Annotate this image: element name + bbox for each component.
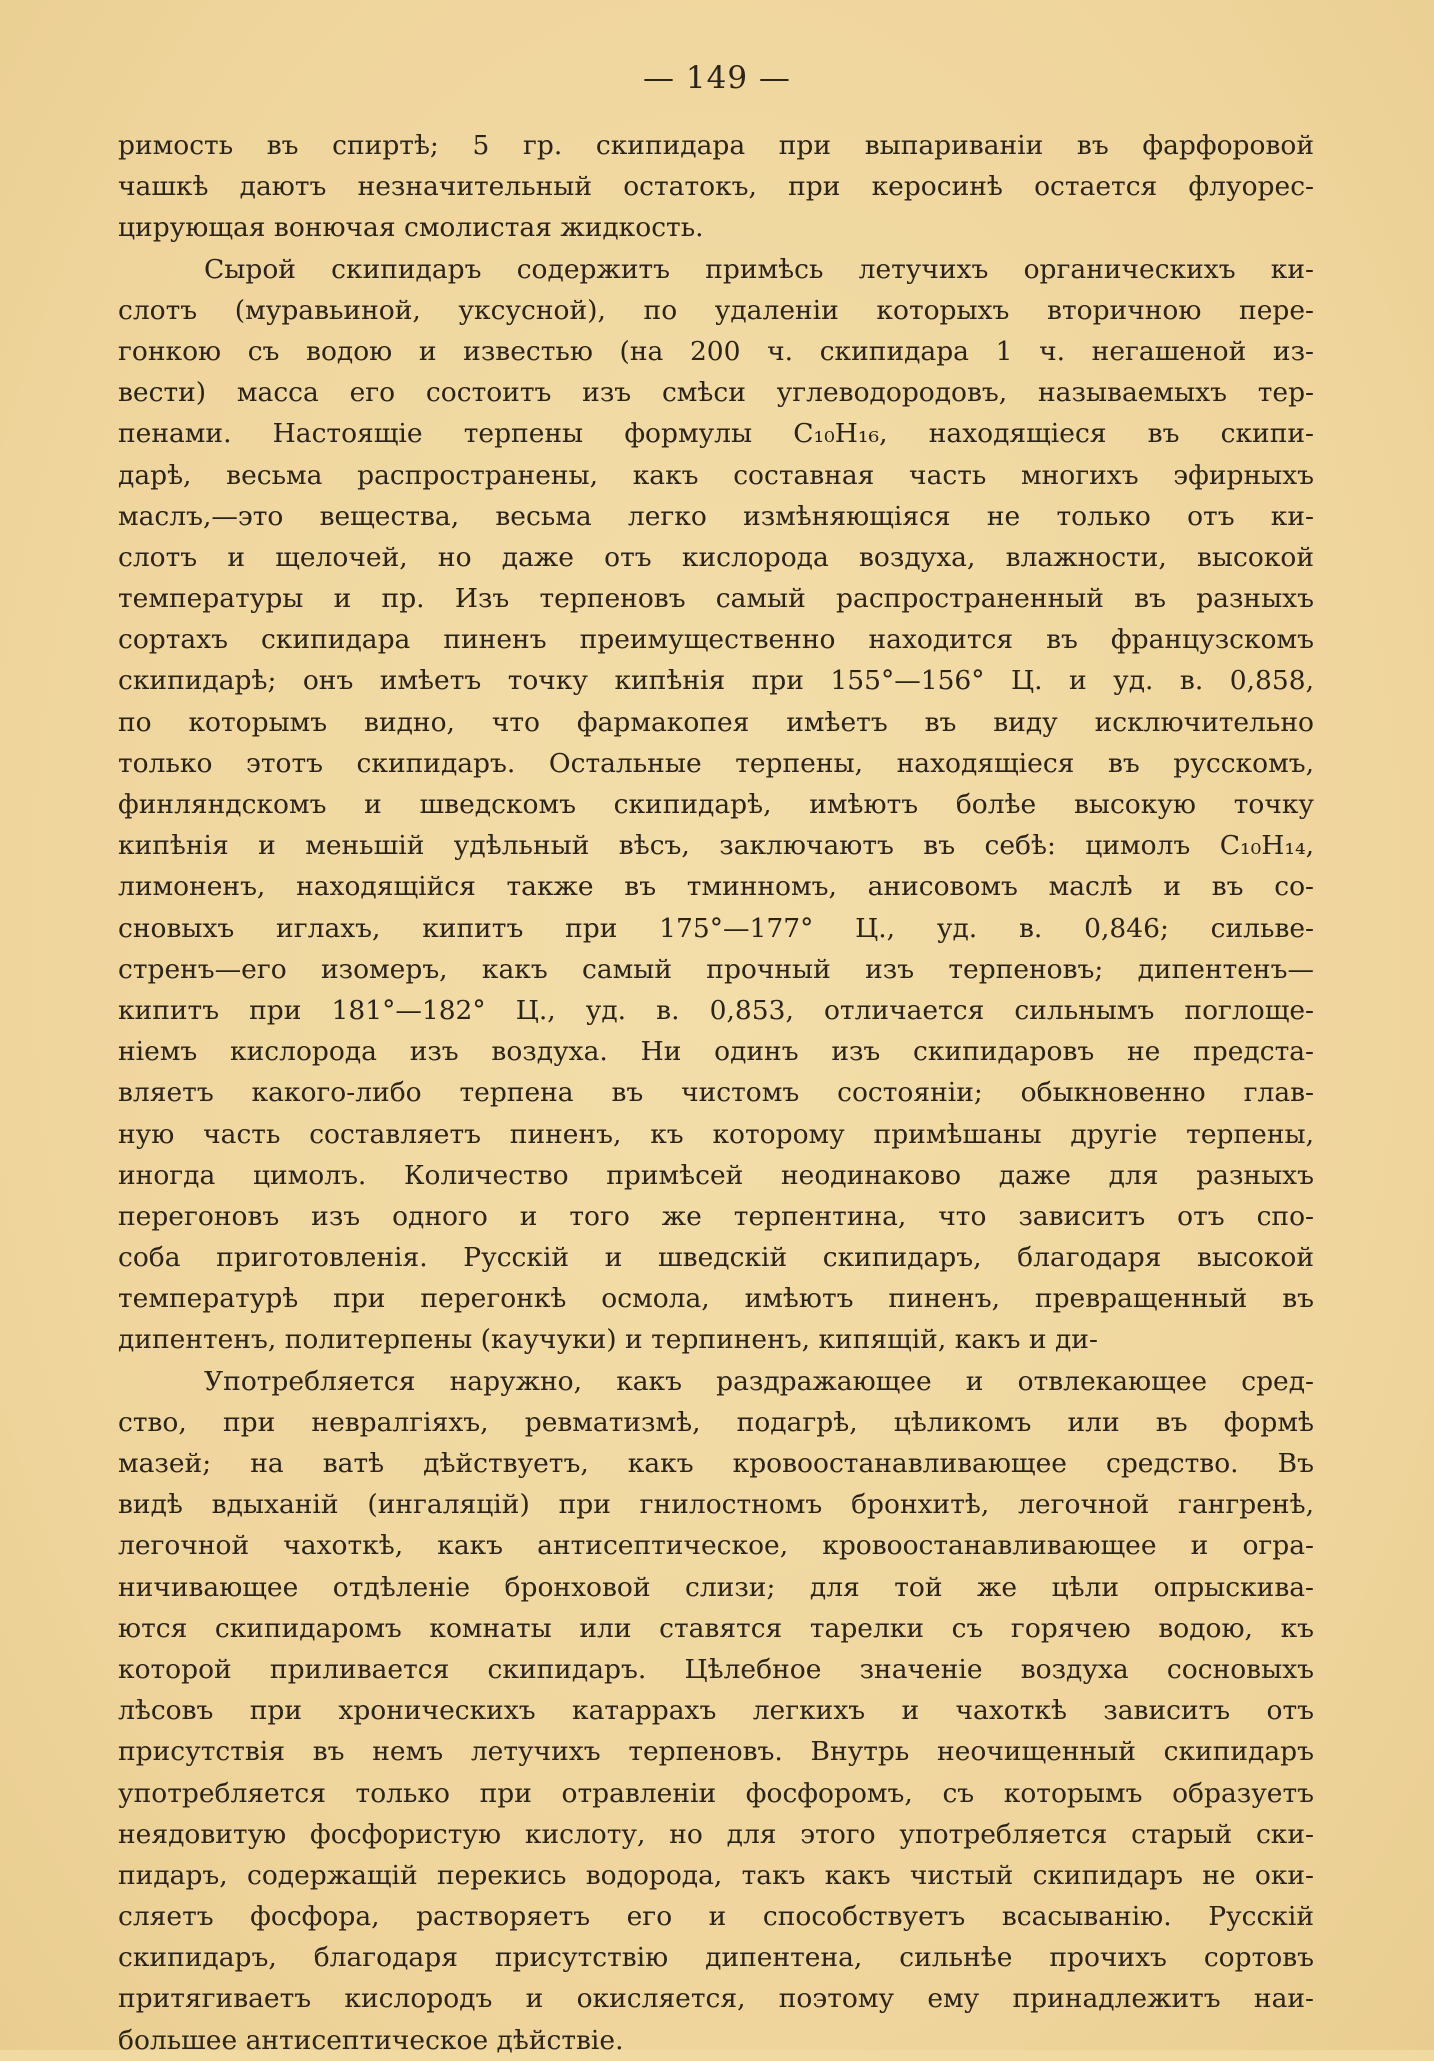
text-line: слотъ (муравьиной, уксусной), по удаленіи которыхъ вторичною пере- — [118, 294, 1314, 326]
text-line: присутствія въ немъ летучихъ терпеновъ. Внутрь неочищенный скипидаръ — [118, 1736, 1314, 1768]
text-line: ніемъ кислорода изъ воздуха. Ни одинъ изъ скипидаровъ не предста- — [118, 1036, 1314, 1068]
text-line: неядовитую фосфористую кислоту, но для этого употребляется старый ски- — [118, 1818, 1314, 1850]
text-line: только этотъ скипидаръ. Остальные терпены, находящіеся въ русскомъ, — [118, 747, 1314, 779]
text-line: видѣ вдыханій (ингаляцій) при гнилостномъ бронхитѣ, легочной гангренѣ, — [118, 1489, 1314, 1521]
text-line: вляетъ какого-либо терпена въ чистомъ состояніи; обыкновенно глав- — [118, 1077, 1314, 1109]
text-line: пидаръ, содержащій перекись водорода, такъ какъ чистый скипидаръ не оки- — [118, 1859, 1314, 1891]
text-line: ничивающее отдѣленіе бронховой слизи; для той же цѣли опрыскива- — [118, 1571, 1314, 1603]
text-line: иногда цимолъ. Количество примѣсей неодинаково даже для разныхъ — [118, 1159, 1314, 1191]
text-line: соба приготовленія. Русскій и шведскій скипидаръ, благодаря высокой — [118, 1242, 1314, 1274]
text-line: дарѣ, весьма распространены, какъ составная часть многихъ эфирныхъ — [118, 459, 1314, 491]
text-line: сляетъ фосфора, растворяетъ его и способствуетъ всасыванію. Русскій — [118, 1901, 1314, 1933]
text-line: перегоновъ изъ одного и того же терпентина, что зависитъ отъ спо- — [118, 1200, 1314, 1232]
text-line: цирующая вонючая смолистая жидкость. — [118, 212, 704, 244]
text-line: Употребляется наружно, какъ раздражающее и отвлекающее сред- — [204, 1365, 1314, 1397]
text-line: дипентенъ, политерпены (каучуки) и терпиненъ, кипящій, какъ и ди- — [118, 1324, 1098, 1356]
page-number: — 149 — — [643, 60, 791, 96]
text-line: лѣсовъ при хроническихъ катаррахъ легкихъ и чахоткѣ зависитъ отъ — [118, 1695, 1314, 1727]
paragraph-1 — [118, 125, 1314, 249]
text-line: ную часть составляетъ пиненъ, къ которому примѣшаны другіе терпены, — [118, 1118, 1314, 1150]
text-line: вести) масса его состоитъ изъ смѣси углеводородовъ, называемыхъ тер- — [118, 377, 1314, 409]
text-line: температурѣ при перегонкѣ осмола, имѣютъ пиненъ, превращенный въ — [118, 1283, 1314, 1315]
text-line: Сырой скипидаръ содержитъ примѣсь летучихъ органическихъ ки- — [204, 253, 1314, 285]
text-line: стренъ—его изомеръ, какъ самый прочный изъ терпеновъ; дипентенъ— — [118, 953, 1314, 985]
text-line: финляндскомъ и шведскомъ скипидарѣ, имѣютъ болѣе высокую точку — [118, 789, 1314, 820]
text-line: ются скипидаромъ комнаты или ставятся тарелки съ горячею водою, къ — [118, 1612, 1314, 1644]
text-line: лимоненъ, находящійся также въ тминномъ, анисовомъ маслѣ и въ со- — [118, 871, 1314, 903]
text-line: употребляется только при отравленіи фосфоромъ, съ которымъ образуетъ — [118, 1777, 1314, 1809]
text-line: гонкою съ водою и известью (на 200 ч. скипидара 1 ч. негашеной из- — [118, 335, 1314, 367]
paragraph-3 — [118, 1361, 1314, 2061]
text-line: римость въ спиртѣ; 5 гр. скипидара при выпариваніи въ фарфоровой — [118, 130, 1314, 161]
text-line: притягиваетъ кислородъ и окисляется, поэтому ему принадлежитъ наи- — [118, 1983, 1314, 2015]
text-line: слотъ и щелочей, но даже отъ кислорода воздуха, влажности, высокой — [118, 541, 1314, 573]
text-line: температуры и пр. Изъ терпеновъ самый распространенный въ разныхъ — [118, 583, 1314, 615]
text-line: кипѣнія и меньшій удѣльный вѣсъ, заключаютъ въ себѣ: цимолъ C₁₀H₁₄, — [118, 830, 1314, 862]
text-line: скипидаръ, благодаря присутствію дипентена, сильнѣе прочихъ сортовъ — [118, 1942, 1314, 1974]
body-text — [118, 125, 1314, 2061]
text-line: скипидарѣ; онъ имѣетъ точку кипѣнія при 155°—156° Ц. и уд. в. 0,858, — [118, 665, 1314, 697]
text-line: легочной чахоткѣ, какъ антисептическое, кровоостанавливающее и огра- — [118, 1530, 1314, 1562]
text-line: ство, при невралгіяхъ, ревматизмѣ, подагрѣ, цѣликомъ или въ формѣ — [118, 1406, 1314, 1438]
text-line: маслъ,—это вещества, весьма легко измѣняющіяся не только отъ ки- — [118, 500, 1314, 532]
text-line: большее антисептическое дѣйствіе. — [118, 2024, 624, 2056]
text-line: которой приливается скипидаръ. Цѣлебное значеніе воздуха сосновыхъ — [118, 1653, 1314, 1685]
text-line: кипитъ при 181°—182° Ц., уд. в. 0,853, отличается сильнымъ поглоще- — [118, 994, 1314, 1026]
text-line: по которымъ видно, что фармакопея имѣетъ въ виду исключительно — [118, 706, 1314, 738]
text-line: мазей; на ватѣ дѣйствуетъ, какъ кровоостанавливающее средство. Въ — [118, 1448, 1314, 1479]
paragraph-2 — [118, 249, 1314, 1361]
text-line: чашкѣ даютъ незначительный остатокъ, при керосинѣ остается флуорес- — [118, 171, 1314, 203]
text-line: сновыхъ иглахъ, кипитъ при 175°—177° Ц., уд. в. 0,846; сильве- — [118, 912, 1314, 944]
text-line: пенами. Настоящіе терпены формулы C₁₀H₁₆, находящіеся въ скипи- — [118, 418, 1314, 450]
text-line: сортахъ скипидара пиненъ преимущественно находится въ французскомъ — [118, 624, 1314, 656]
